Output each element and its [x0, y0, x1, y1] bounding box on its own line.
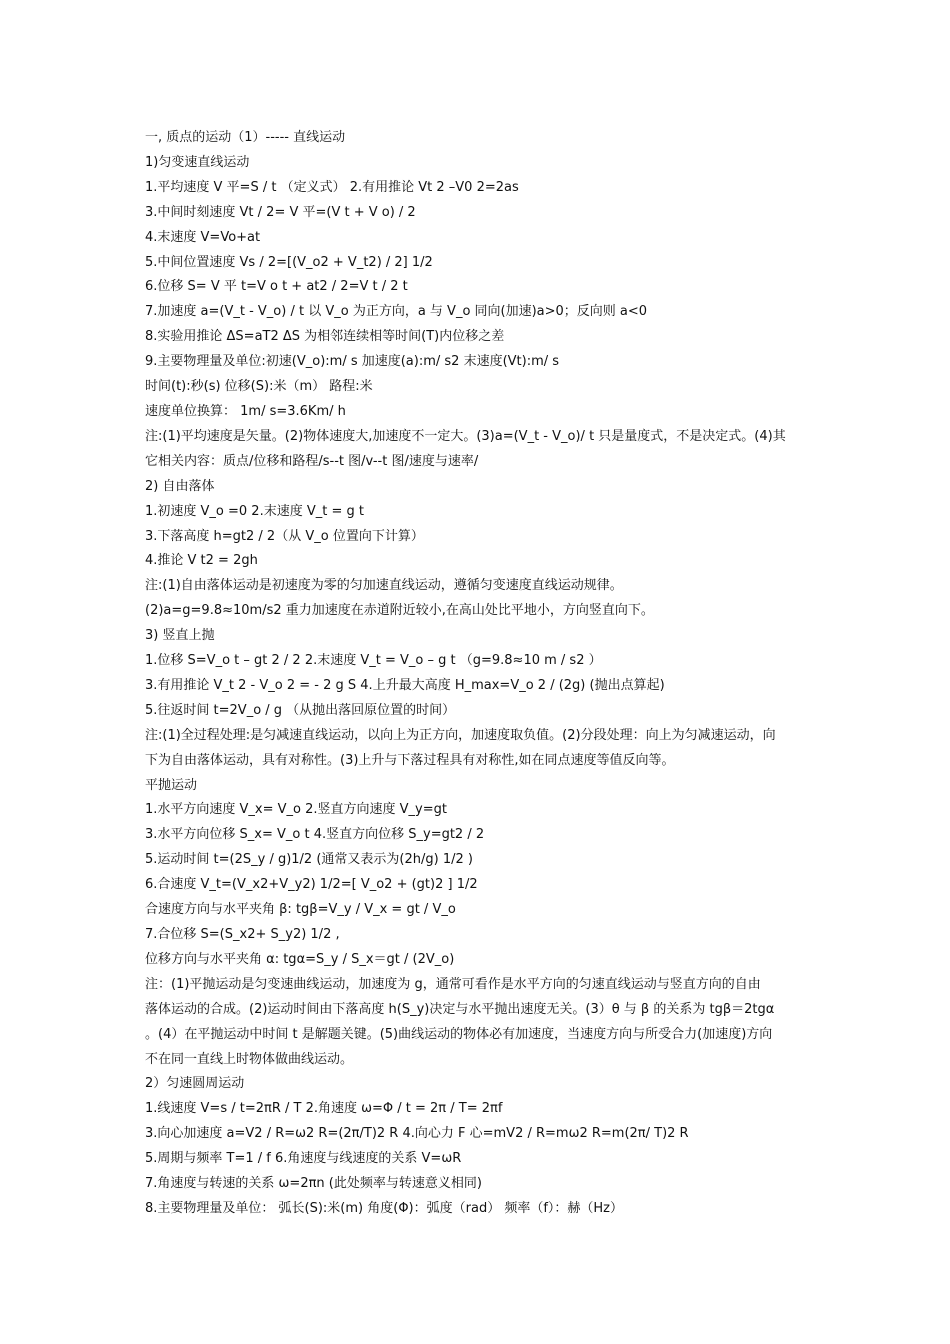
text-line: 。(4）在平抛运动中时间 t 是解题关键。(5)曲线运动的物体必有加速度，当速度方向与所受合力(加速度)方向 — [145, 1026, 773, 1042]
text-line: 7.合位移 S=(S_x2+ S_y2) 1/2 , — [145, 927, 340, 942]
text-line: 3.水平方向位移 S_x= V_o t 4.竖直方向位移 S_y=gt2 / 2 — [145, 827, 485, 843]
text-line: 4.末速度 V=Vo+at — [145, 229, 261, 245]
text-line: 7.加速度 a=(V_t - V_o) / t 以 V_o 为正方向，a 与 V_o 同向(加速)a>0；反向则 a<0 — [145, 304, 648, 320]
text-line: 7.角速度与转速的关系 ω=2πn (此处频率与转速意义相同) — [145, 1176, 482, 1192]
text-line: 注:(1)平均速度是矢量。(2)物体速度大,加速度不一定大。(3)a=(V_t - V_o)/ t 只是量度式，不是决定式。(4)其 — [145, 428, 786, 444]
text-line: (2)a=g=9.8≈10m/s2 重力加速度在赤道附近较小,在高山处比平地小，方向竖直向下。 — [145, 603, 654, 619]
text-line: 3.下落高度 h=gt2 / 2（从 V_o 位置向下计算） — [145, 528, 424, 544]
text-line: 8.实验用推论 ΔS=aT2 ΔS 为相邻连续相等时间(T)内位移之差 — [145, 329, 505, 345]
text-line: 它相关内容：质点/位移和路程/s--t 图/v--t 图/速度与速率/ — [145, 453, 479, 469]
text-line: 不在同一直线上时物体做曲线运动。 — [145, 1051, 354, 1067]
text-line: 9.主要物理量及单位:初速(V_o):m/ s 加速度(a):m/ s2 末速度(Vt):m/ s — [145, 354, 560, 370]
text-line: 注：(1)平抛运动是匀变速曲线运动，加速度为 g，通常可看作是水平方向的匀速直线运动与竖直方向的自由 — [145, 976, 761, 992]
text-line: 速度单位换算： 1m/ s=3.6Km/ h — [145, 403, 346, 419]
text-line: 6.位移 S= V 平 t=V o t + at2 / 2=V t / 2 t — [145, 279, 408, 295]
text-line: 一, 质点的运动（1）----- 直线运动 — [145, 130, 346, 145]
text-line: 下为自由落体运动，具有对称性。(3)上升与下落过程具有对称性,如在同点速度等值反向等。 — [145, 752, 675, 768]
text-line: 3.有用推论 V_t 2 - V_o 2 = - 2 g S 4.上升最大高度 H_max=V_o 2 / (2g) (抛出点算起) — [145, 677, 665, 693]
text-line: 4.推论 V t2 = 2gh — [145, 553, 258, 569]
text-line: 1.线速度 V=s / t=2πR / T 2.角速度 ω=Φ / t = 2π / T= 2πf — [145, 1101, 503, 1117]
document-body — [145, 126, 815, 1222]
text-line: 5.运动时间 t=(2S_y / g)1/2 (通常又表示为(2h/g) 1/2 ) — [145, 852, 473, 868]
text-line: 合速度方向与水平夹角 β: tgβ=V_y / V_x = gt / V_o — [145, 902, 456, 918]
text-line: 时间(t):秒(s) 位移(S):米（m） 路程:米 — [145, 379, 373, 395]
text-line: 3.向心加速度 a=V2 / R=ω2 R=(2π/T)2 R 4.向心力 F 心=mV2 / R=mω2 R=m(2π/ T)2 R — [145, 1126, 689, 1142]
text-line: 2) 自由落体 — [145, 478, 215, 494]
text-line: 平抛运动 — [145, 777, 198, 793]
text-line: 1.平均速度 V 平=S / t （定义式） 2.有用推论 Vt 2 –V0 2=2as — [145, 179, 519, 195]
text-line: 注:(1)全过程处理:是匀减速直线运动，以向上为正方向，加速度取负值。(2)分段处理：向上为匀减速运动，向 — [145, 727, 776, 743]
text-line: 5.中间位置速度 Vs / 2=[(V_o2 + V_t2) / 2] 1/2 — [145, 254, 433, 270]
text-line: 1)匀变速直线运动 — [145, 154, 250, 170]
text-line: 落体运动的合成。(2)运动时间由下落高度 h(S_y)决定与水平抛出速度无关。(3）θ 与 β 的关系为 tgβ＝2tgα — [145, 1001, 775, 1017]
text-line: 1.水平方向速度 V_x= V_o 2.竖直方向速度 V_y=gt — [145, 802, 447, 818]
text-line: 8.主要物理量及单位： 弧长(S):米(m) 角度(Φ)：弧度（rad） 频率（f）：赫（Hz） — [145, 1200, 623, 1216]
text-line: 3) 竖直上抛 — [145, 628, 215, 644]
text-line: 位移方向与水平夹角 α: tgα=S_y / S_x＝gt / (2V_o) — [145, 951, 455, 967]
text-line: 注:(1)自由落体运动是初速度为零的匀加速直线运动，遵循匀变速度直线运动规律。 — [145, 578, 623, 594]
text-line: 5.周期与频率 T=1 / f 6.角速度与线速度的关系 V=ωR — [145, 1151, 462, 1167]
text-line: 5.往返时间 t=2V_o / g （从抛出落回原位置的时间） — [145, 702, 456, 718]
text-line: 2）匀速圆周运动 — [145, 1076, 245, 1092]
text-line: 6.合速度 V_t=(V_x2+V_y2) 1/2=[ V_o2 + (gt)2 ] 1/2 — [145, 877, 478, 893]
text-line: 3.中间时刻速度 Vt / 2= V 平=(V t + V o) / 2 — [145, 204, 416, 220]
text-line: 1.初速度 V_o =0 2.末速度 V_t = g t — [145, 503, 364, 519]
text-line: 1.位移 S=V_o t – gt 2 / 2 2.末速度 V_t = V_o – g t （g=9.8≈10 m / s2 ） — [145, 653, 602, 669]
